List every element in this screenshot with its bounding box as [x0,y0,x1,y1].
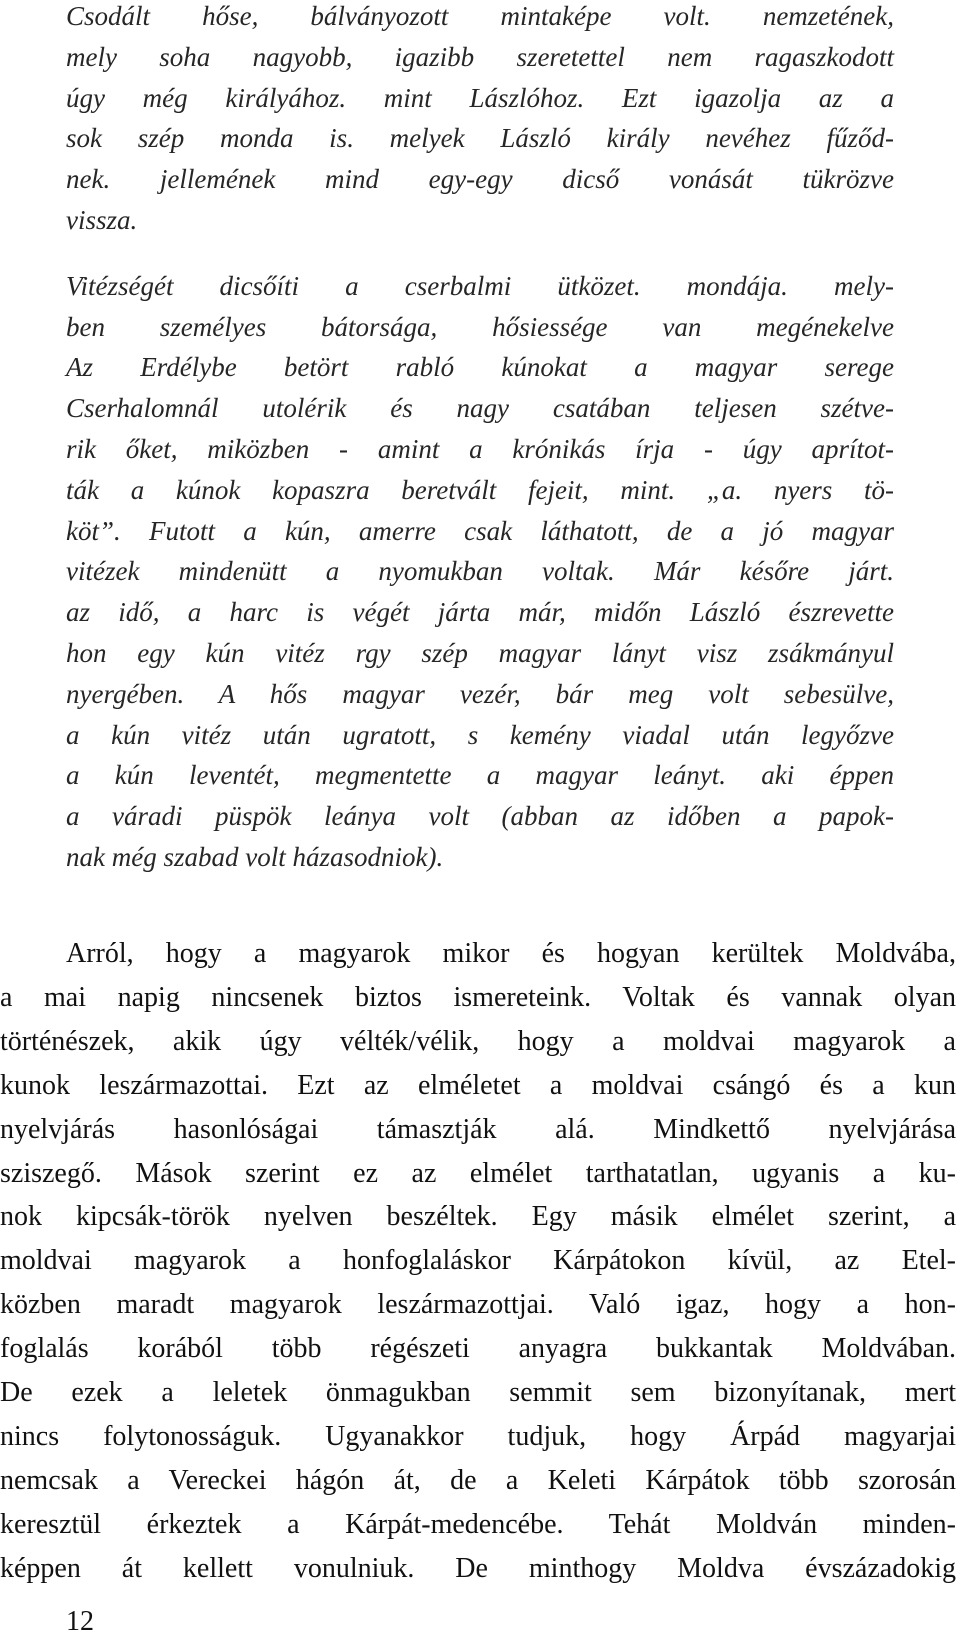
text-line: közben maradt magyarok leszármazottjai. Való igaz, hogy a hon- [0,1289,956,1321]
text-line: moldvai magyarok a honfoglaláskor Kárpátokon kívül, az Etel- [0,1245,956,1277]
text-line: De ezek a leletek önmagukban semmit sem bizonyítanak, mert [0,1377,956,1409]
text-line: köt”. Futott a kún, amerre csak láthatott, de a jó magyar [66,515,894,546]
text-line: sok szép monda is. melyek László király nevéhez fűződ- [66,123,894,154]
text-line: ták a kúnok kopaszra beretvált fejeit, mint. „a. nyers tö- [66,474,894,505]
text-line: hon egy kún vitéz rgy szép magyar lányt visz zsákmányul [66,637,894,668]
text-line: nincs folytonosságuk. Ugyanakkor tudjuk, hogy Árpád magyarjai [0,1420,956,1452]
text-line: a mai napig nincsenek biztos ismereteink. Voltak és vannak olyan [0,981,956,1013]
text-line: úgy még királyához. mint Lászlóhoz. Ezt igazolja az a [66,82,894,113]
text-line: nak még szabad volt házasodniok). [66,841,444,872]
text-line: Cserhalomnál utolérik és nagy csatában teljesen szétve- [66,393,894,424]
body-paragraph [0,932,956,1591]
text-line: nok kipcsák-török nyelven beszéltek. Egy másik elmélet szerint, a [0,1201,956,1233]
text-line: vitézek mindenütt a nyomukban voltak. Már későre járt. [66,556,894,587]
text-line: rik őket, miközben - amint a krónikás írja - úgy aprítot- [66,433,894,464]
page-number: 12 [66,1606,94,1637]
text-line: sziszegő. Mások szerint ez az elmélet tarthatatlan, ugyanis a ku- [0,1157,956,1189]
text-line: képpen át kellett vonulniuk. De minthogy Moldva évszázadokig [0,1552,956,1584]
text-line: ben személyes bátorsága, hősiessége van megénekelve [66,311,894,342]
text-line: nyelvjárás hasonlóságai támasztják alá. Mindkettő nyelvjárása [0,1113,956,1145]
text-line: történészek, akik úgy vélték/vélik, hogy a moldvai magyarok a [0,1025,956,1057]
text-line: a váradi püspök leánya volt (abban az időben a papok- [66,801,894,832]
text-line: kunok leszármazottai. Ezt az elméletet a moldvai csángó és a kun [0,1069,956,1101]
italic-quote-block [66,0,894,878]
text-line: nemcsak a Vereckei hágón át, de a Keleti Kárpátok több szorosán [0,1464,956,1496]
text-line: Az Erdélybe betört rabló kúnokat a magyar serege [66,352,894,383]
text-line: nek. jellemének mind egy-egy dicső vonását tükrözve [66,164,894,195]
text-line: Arról, hogy a magyarok mikor és hogyan kerültek Moldvába, [66,938,956,969]
italic-paragraph-1 [66,0,894,241]
text-line: az idő, a harc is végét járta már, midőn László észrevette [66,597,894,628]
text-line: Vitézségét dicsőíti a cserbalmi ütközet. mondája. mely- [66,270,894,301]
text-line: mely soha nagyobb, igazibb szeretettel nem ragaszkodott [66,41,894,72]
text-line: Csodált hőse, bálványozott mintaképe volt. nemzetének, [66,1,894,31]
text-line: a kún vitéz után ugratott, s kemény viadal után legyőzve [66,719,894,750]
text-line: nyergében. A hős magyar vezér, bár meg volt sebesülve, [66,678,894,709]
text-line: keresztül érkeztek a Kárpát-medencébe. Tehát Moldván minden- [0,1508,956,1540]
text-line: vissza. [66,204,138,235]
text-line: foglalás korából több régészeti anyagra bukkantak Moldvában. [0,1333,956,1365]
text-line: a kún leventét, megmentette a magyar leányt. aki éppen [66,760,894,791]
italic-paragraph-2 [66,266,894,878]
